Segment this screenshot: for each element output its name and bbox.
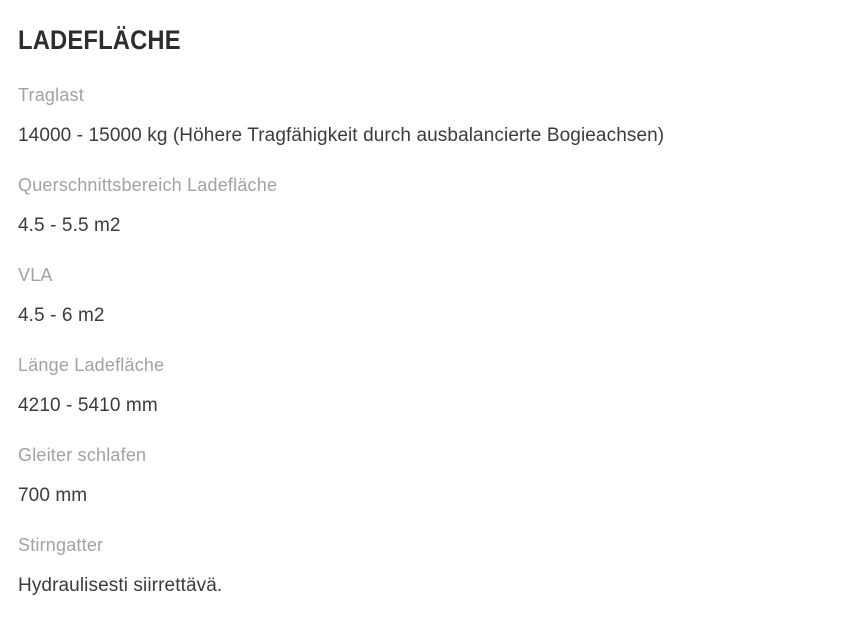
spec-label: Länge Ladefläche bbox=[18, 355, 165, 375]
spec-row-vla bbox=[18, 265, 846, 327]
spec-label: Querschnittsbereich Ladefläche bbox=[18, 175, 278, 195]
section-title: LADEFLÄCHE bbox=[18, 25, 181, 55]
spec-value: 4.5 - 5.5 m2 bbox=[18, 215, 121, 236]
spec-row-querschnittsbereich bbox=[18, 175, 846, 237]
spec-value: 14000 - 15000 kg (Höhere Tragfähigkeit durch ausbalancierte Bogieachsen) bbox=[18, 125, 665, 146]
spec-value: 700 mm bbox=[18, 485, 88, 506]
spec-label: Stirngatter bbox=[18, 535, 104, 555]
spec-value: 4.5 - 6 m2 bbox=[18, 305, 105, 326]
spec-row-traglast bbox=[18, 85, 846, 147]
spec-label: VLA bbox=[18, 265, 53, 285]
spec-row-gleiter bbox=[18, 445, 846, 507]
spec-value: Hydraulisesti siirrettävä. bbox=[18, 575, 223, 596]
spec-label: Traglast bbox=[18, 85, 84, 105]
spec-row-laenge bbox=[18, 355, 846, 417]
spec-row-stirngatter bbox=[18, 535, 846, 597]
spec-label: Gleiter schlafen bbox=[18, 445, 147, 465]
spec-value: 4210 - 5410 mm bbox=[18, 395, 158, 416]
